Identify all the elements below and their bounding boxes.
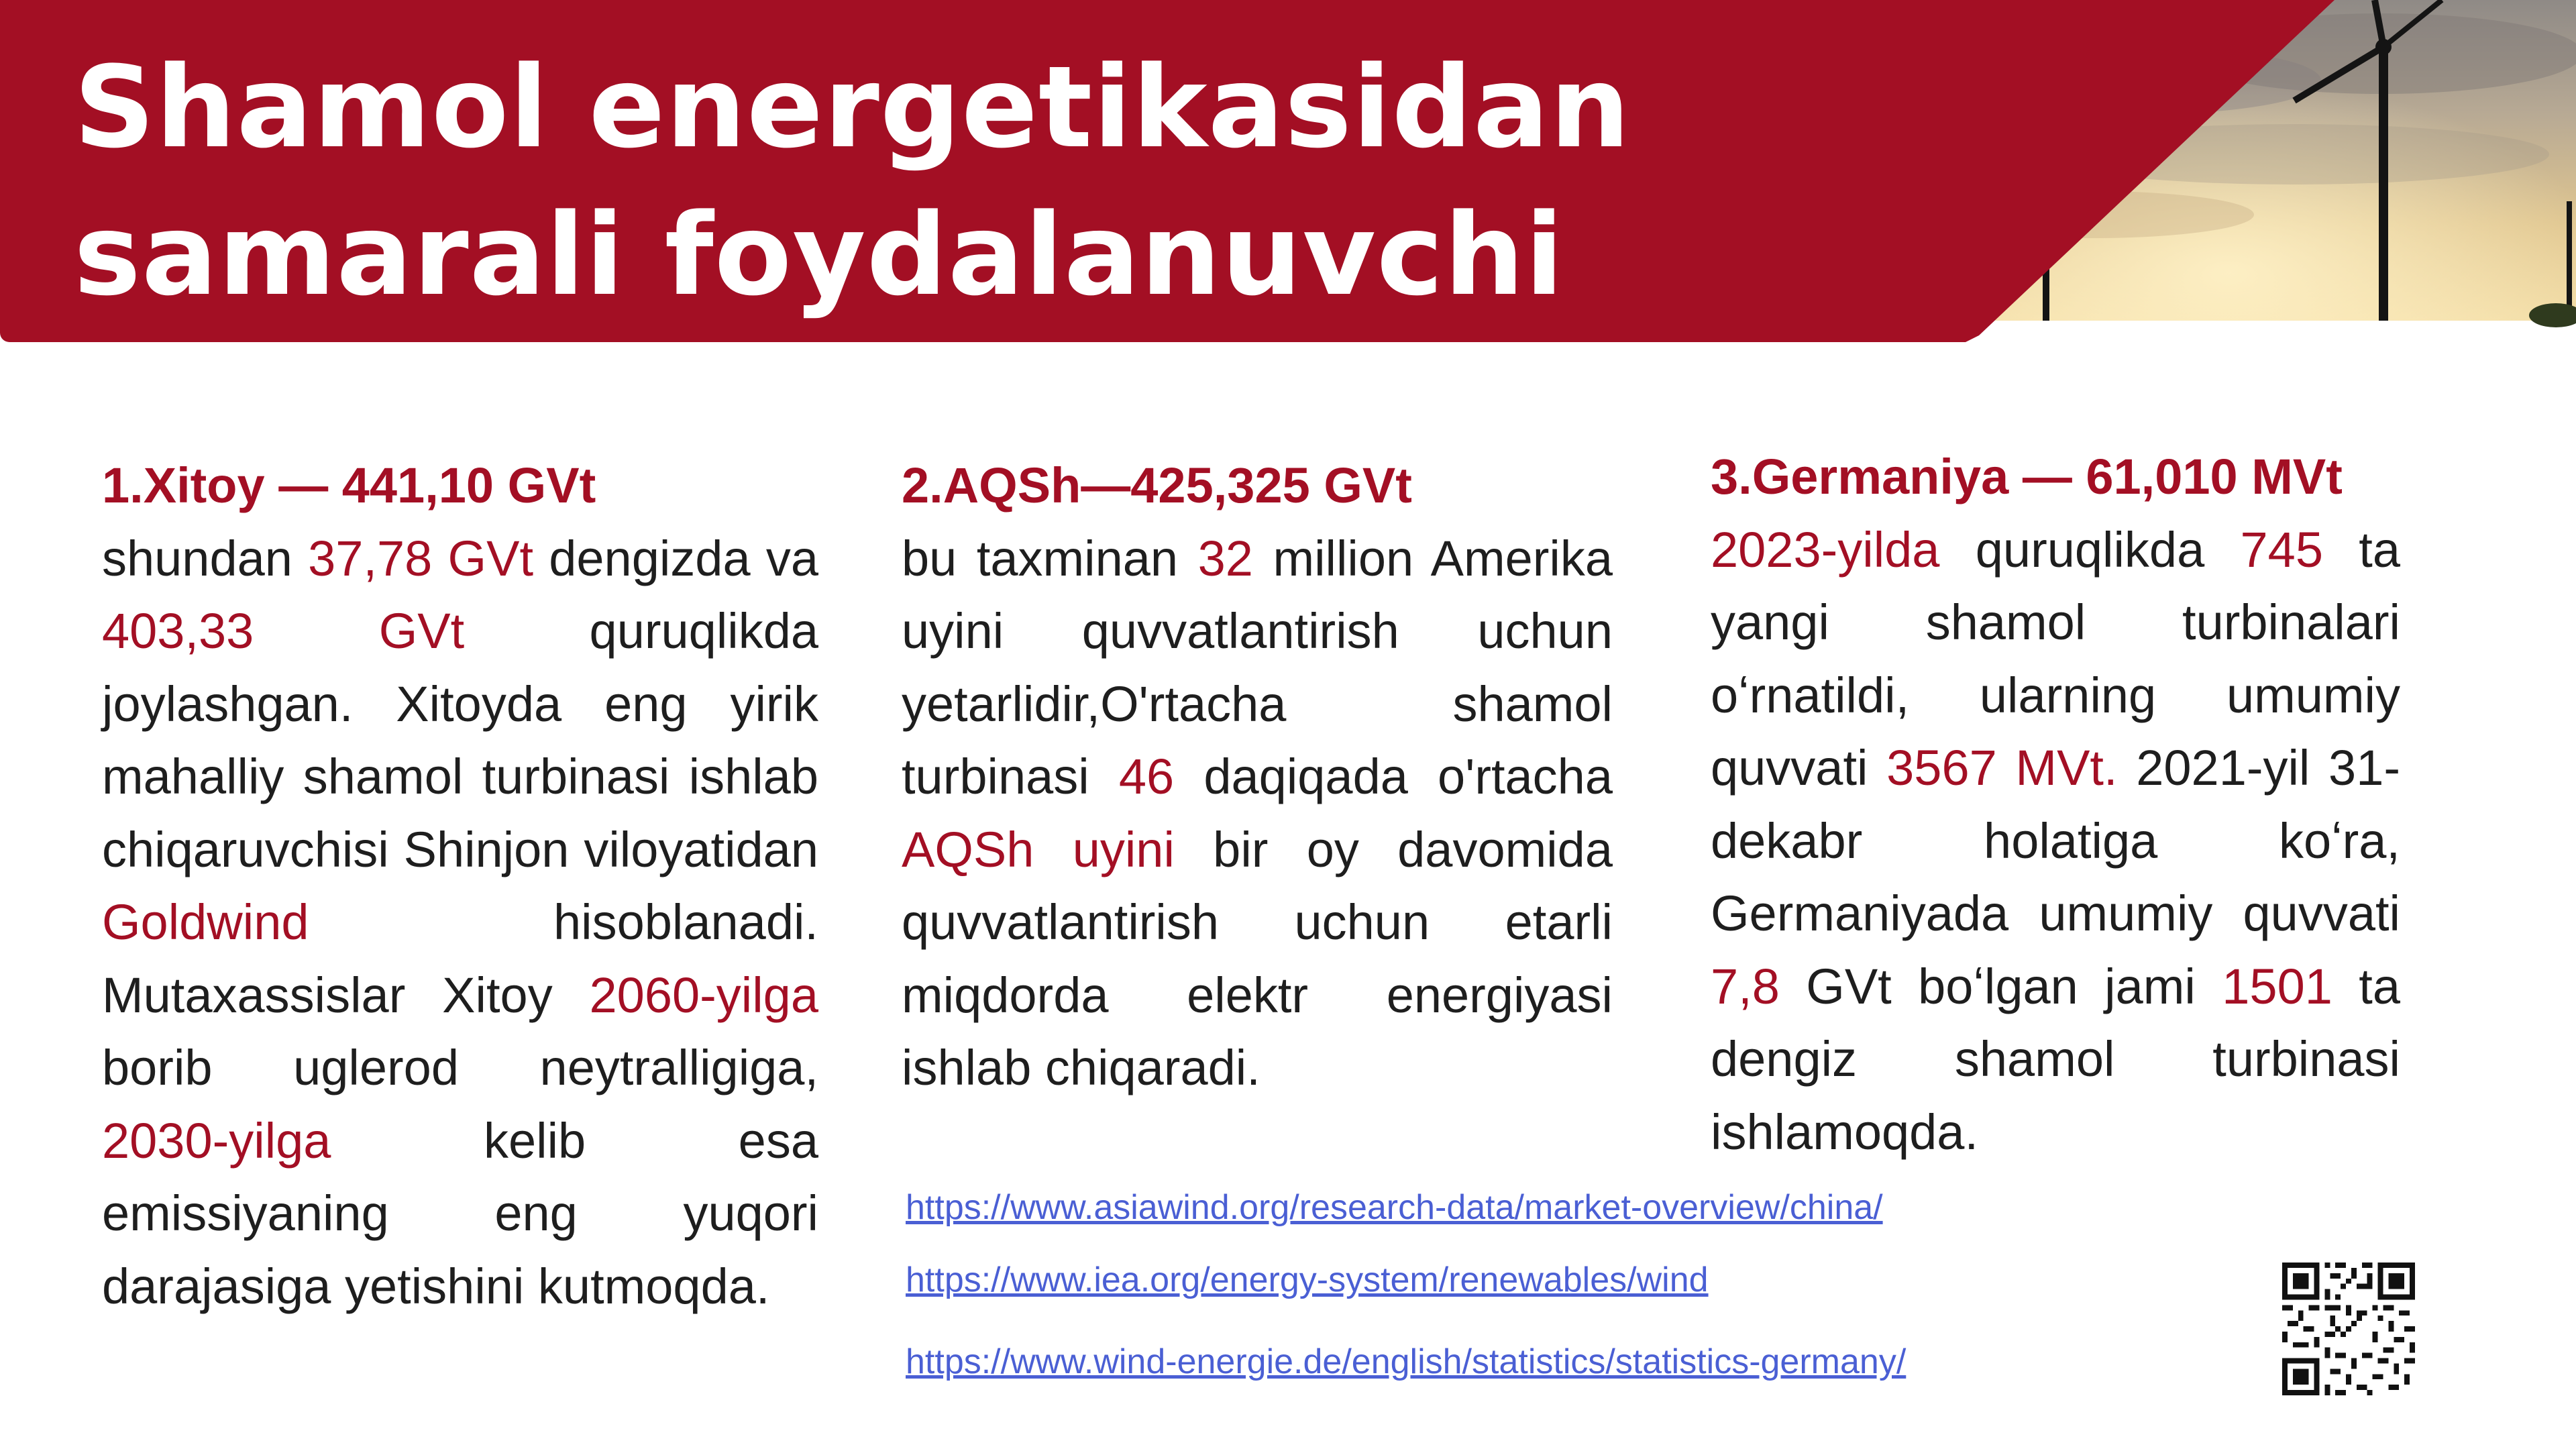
body-text: 2021-yil 31-dekabr holatiga koʻra, Germaniyada umumiy quvvati bbox=[1711, 740, 2400, 941]
source-link-iea[interactable]: https://www.iea.org/energy-system/renewables/wind bbox=[906, 1260, 1709, 1299]
body-text: bir oy davomida quvvatlantirish uchun etarli miqdorda elektr energiyasi ishlab chiqaradi. bbox=[902, 821, 1613, 1095]
column-heading: 1.Xitoy — 441,10 GVt bbox=[102, 458, 596, 513]
highlight-value: AQSh uyini bbox=[902, 821, 1175, 877]
highlight-value: 32 bbox=[1197, 530, 1253, 586]
highlight-value: 403,33 GVt bbox=[102, 603, 465, 659]
body-text: million Amerika uyini quvvatlantirish uchun yetarlidir,O'rtacha shamol turbinasi bbox=[902, 530, 1613, 804]
body-text: ta dengiz shamol turbinasi ishlamoqda. bbox=[1711, 958, 2400, 1160]
column-heading: 2.AQSh—425,325 GVt bbox=[902, 458, 1412, 513]
qr-code-icon bbox=[2282, 1263, 2415, 1395]
header-banner bbox=[0, 0, 2576, 468]
body-text: hisoblanadi. Mutaxassislar Xitoy bbox=[102, 894, 818, 1023]
highlight-value: 2023-yilda bbox=[1711, 521, 1940, 578]
highlight-value: 1501 bbox=[2222, 958, 2332, 1014]
body-text: daqiqada o'rtacha bbox=[1174, 749, 1613, 804]
body-text: kelib esa emissiyaning eng yuqori darajasiga yetishini kutmoqda. bbox=[102, 1112, 818, 1314]
highlight-value: 37,78 GVt bbox=[308, 530, 534, 586]
highlight-value: Goldwind bbox=[102, 894, 309, 950]
highlight-value: 2060-yilga bbox=[589, 967, 818, 1023]
source-link-asiawind[interactable]: https://www.asiawind.org/research-data/market-overview/china/ bbox=[906, 1188, 1883, 1227]
page-title: Shamol energetikasidan samarali foydalanuvchi davlatlar bbox=[74, 42, 1631, 468]
body-text: quruqlikda bbox=[1939, 521, 2241, 578]
body-text: bu taxminan bbox=[902, 530, 1198, 586]
column-china bbox=[102, 449, 818, 1323]
column-germany bbox=[1711, 441, 2400, 1169]
column-heading: 3.Germaniya — 61,010 MVt bbox=[1711, 449, 2343, 504]
body-text: GVt boʻlgan jami bbox=[1779, 958, 2222, 1014]
body-text: quruqlikda joylashgan. Xitoyda eng yirik mahalliy shamol turbinasi ishlab chiqaruvchisi Shinjon viloyatidan bbox=[102, 603, 819, 877]
body-text: dengizda va bbox=[533, 530, 818, 586]
source-link-wind-energie[interactable]: https://www.wind-energie.de/english/statistics/statistics-germany/ bbox=[906, 1342, 1907, 1381]
body-text: shundan bbox=[102, 530, 309, 586]
highlight-value: 2030-yilga bbox=[102, 1112, 331, 1169]
source-links bbox=[906, 1187, 2247, 1382]
body-text: borib uglerod neytralligiga, bbox=[102, 1040, 818, 1095]
body-text: ta yangi shamol turbinalari oʻrnatildi, ularning umumiy quvvati bbox=[1711, 521, 2400, 796]
column-usa bbox=[902, 449, 1613, 1105]
highlight-value: 745 bbox=[2240, 521, 2323, 578]
highlight-value: 3567 MVt. bbox=[1886, 740, 2118, 796]
highlight-value: 46 bbox=[1118, 749, 1175, 804]
highlight-value: 7,8 bbox=[1711, 958, 1780, 1014]
